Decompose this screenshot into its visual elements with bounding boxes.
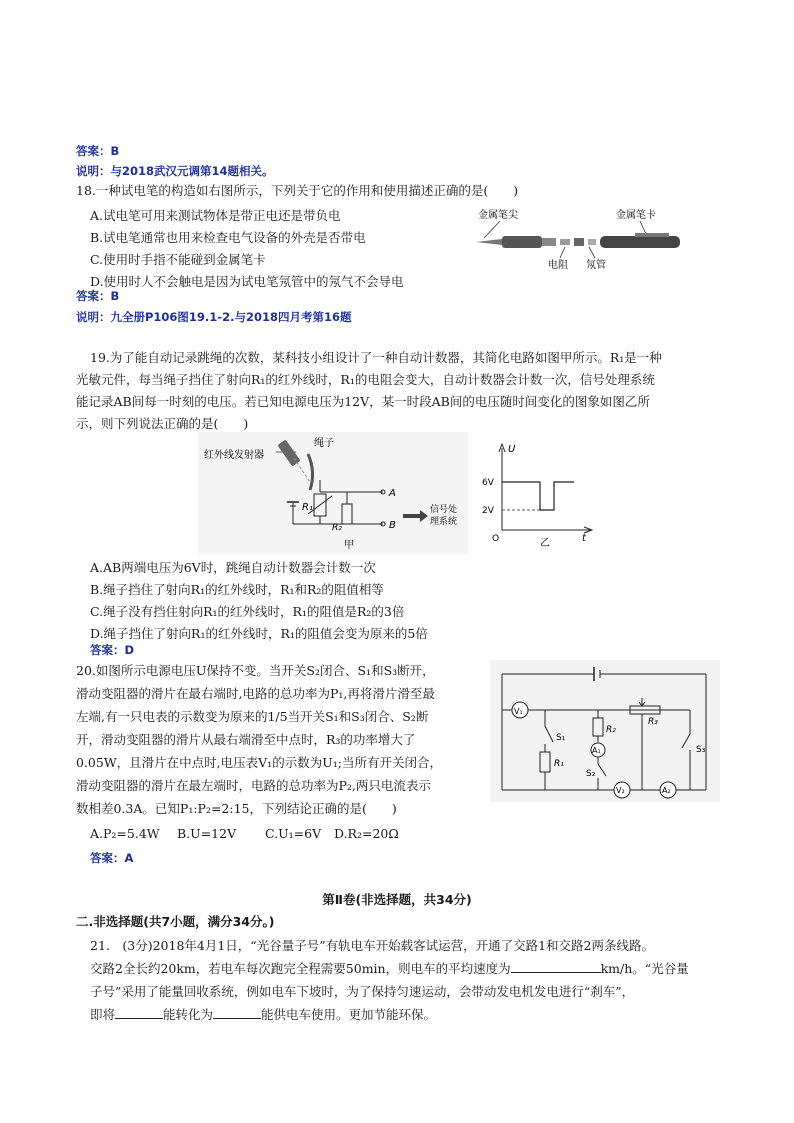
tick-2v: 2V bbox=[482, 506, 494, 516]
q20-option-b: B.U=12V bbox=[177, 826, 237, 841]
q19-line-4: 示，则下列说法正确的是( ) bbox=[76, 416, 249, 431]
system-label-2: 理系统 bbox=[430, 517, 458, 527]
q21-line-4-c: 能供电车使用。更加节能环保。 bbox=[261, 1007, 437, 1022]
meter-v2: V₂ bbox=[616, 786, 625, 795]
q18-option-a: A.试电笔可用来测试物体是带正电还是带负电 bbox=[90, 208, 341, 223]
resistor-r1: R₁ bbox=[554, 759, 564, 769]
voltage-graph-yi bbox=[478, 440, 598, 550]
rheostat-r3: R₃ bbox=[648, 717, 658, 727]
q21-line-2-b: km/h。“光谷量 bbox=[600, 961, 689, 976]
label-neon: 氖管 bbox=[586, 260, 606, 270]
meter-a2: A₂ bbox=[662, 786, 671, 795]
emitter-label: 红外线发射器 bbox=[204, 450, 264, 461]
tick-6v: 6V bbox=[482, 478, 494, 488]
q19-line-2: 光敏元件，每当绳子挡住了射向R₁的红外线时，R₁的电阻会变大，自动计数器会计数一次，信号处理系统 bbox=[76, 372, 655, 387]
blank-speed[interactable] bbox=[511, 960, 601, 973]
circuit-figure-q20 bbox=[490, 660, 720, 802]
q18-answer: 答案：B bbox=[76, 289, 120, 303]
q18-note: 说明：九全册P106图19.1-2.与2018四月考第16题 bbox=[76, 310, 352, 324]
rope-label: 绳子 bbox=[314, 438, 334, 449]
q18-option-c: C.使用时手指不能碰到金属笔卡 bbox=[90, 252, 266, 267]
q20-option-a: A.P₂=5.4W bbox=[90, 826, 160, 841]
terminal-a: A bbox=[389, 488, 396, 499]
q21-line-2 bbox=[90, 958, 689, 979]
q19-option-b: B.绳子挡住了射向R₁的红外线时，R₁和R₂的阻值相等 bbox=[90, 582, 384, 597]
q19-option-a: A.AB两端电压为6V时，跳绳自动计数器会计数一次 bbox=[90, 560, 376, 575]
label-metal-tip: 金属笔尖 bbox=[478, 210, 518, 221]
caption-jia: 甲 bbox=[344, 540, 354, 551]
terminal-b: B bbox=[389, 520, 396, 531]
q20-line-5: 0.05W，且滑片在中点时,电压表V₁的示数为U₁;当所有开关闭合， bbox=[76, 755, 442, 770]
axis-t: t bbox=[582, 533, 586, 544]
q20-line-2: 滑动变阻器的滑片在最右端时,电路的总功率为P₁,再将滑片滑至最 bbox=[76, 686, 435, 701]
q19-option-c: C.绳子没有挡住射向R₁的红外线时，R₁的阻值是R₂的3倍 bbox=[90, 604, 405, 619]
q21-line-4-a: 即将 bbox=[90, 1007, 116, 1022]
prev-answer-note: 说明：与2018武汉元调第14题相关。 bbox=[76, 164, 274, 178]
r1-label: R₁ bbox=[302, 502, 313, 513]
q20-line-1: 20.如图所示电源电压U保持不变。当开关S₂闭合、S₁和S₃断开， bbox=[76, 663, 435, 678]
q21-line-4-b: 能转化为 bbox=[163, 1007, 214, 1022]
q20-answer: 答案：A bbox=[90, 851, 134, 865]
resistor-r2: R₂ bbox=[606, 725, 616, 735]
meter-v1: V₁ bbox=[514, 707, 523, 716]
q20-line-7: 数相差0.3A。已知P₁:P₂=2:15，下列结论正确的是( ) bbox=[76, 801, 397, 816]
q20-line-4: 开，滑动变阻器的滑片从最右端滑至中点时，R₃的功率增大了 bbox=[76, 732, 416, 747]
blank-energy-1[interactable] bbox=[115, 1006, 163, 1019]
q20-option-d: D.R₂=20Ω bbox=[334, 826, 399, 841]
switch-s3: S₃ bbox=[696, 745, 706, 755]
q20-option-c: C.U₁=6V bbox=[265, 826, 322, 841]
q18-option-d: D.使用时人不会触电是因为试电笔氖管中的氖气不会导电 bbox=[90, 274, 404, 289]
part2-section: 二.非选择题(共7小题，满分34分。) bbox=[76, 914, 275, 929]
q21-line-4 bbox=[90, 1004, 436, 1025]
q19-line-3: 能记录AB间每一时刻的电压。若已知电源电压为12V，某一时段AB间的电压随时间变化的图象如图乙所 bbox=[76, 394, 650, 409]
q21-line-3: 子号”采用了能量回收系统，例如电车下坡时，为了保持匀速运动，会带动发电机发电进行“刹车”， bbox=[90, 984, 635, 999]
axis-u: U bbox=[508, 444, 516, 455]
switch-s2: S₂ bbox=[586, 769, 596, 779]
test-pen-figure bbox=[470, 206, 700, 270]
q18-option-b: B.试电笔通常也用来检查电气设备的外壳是否带电 bbox=[90, 230, 366, 245]
circuit-figure-jia bbox=[198, 432, 468, 554]
switch-s1: S₁ bbox=[556, 733, 566, 743]
q19-option-d: D.绳子挡住了射向R₁的红外线时，R₁的阻值会变为原来的5倍 bbox=[90, 626, 428, 641]
q19-line-1: 19.为了能自动记录跳绳的次数，某科技小组设计了一种自动计数器，其简化电路如图甲所示。R₁是一种 bbox=[90, 350, 662, 365]
part2-title: 第Ⅱ卷(非选择题，共34分) bbox=[322, 892, 472, 907]
label-metal-clip: 金属笔卡 bbox=[616, 210, 656, 221]
q21-line-2-a: 交路2全长约20km，若电车每次跑完全程需要50min，则电车的平均速度为 bbox=[90, 961, 511, 976]
system-label-1: 信号处 bbox=[430, 505, 458, 515]
label-resistor: 电阻 bbox=[548, 260, 568, 270]
q19-answer: 答案：D bbox=[90, 643, 135, 657]
meter-a1: A₁ bbox=[592, 746, 601, 755]
q20-line-3: 左端,有一只电表的示数变为原来的1/5当开关S₁和S₃闭合、S₂断 bbox=[76, 709, 429, 724]
prev-answer: 答案：B bbox=[76, 144, 120, 158]
r2-label: R₂ bbox=[332, 523, 342, 533]
q18-stem: 18.一种试电笔的构造如右图所示，下列关于它的作用和使用描述正确的是( ) bbox=[76, 183, 519, 198]
blank-energy-2[interactable] bbox=[213, 1006, 261, 1019]
origin-o: O bbox=[492, 534, 500, 544]
q21-line-1: 21. (3分)2018年4月1日，“光谷量子号”有轨电车开始载客试运营，开通了交路1和交路2两条线路。 bbox=[90, 938, 654, 953]
caption-yi: 乙 bbox=[540, 538, 550, 549]
q20-line-6: 滑动变阻器的滑片在最左端时，电路的总功率为P₂,两只电流表示 bbox=[76, 778, 431, 793]
